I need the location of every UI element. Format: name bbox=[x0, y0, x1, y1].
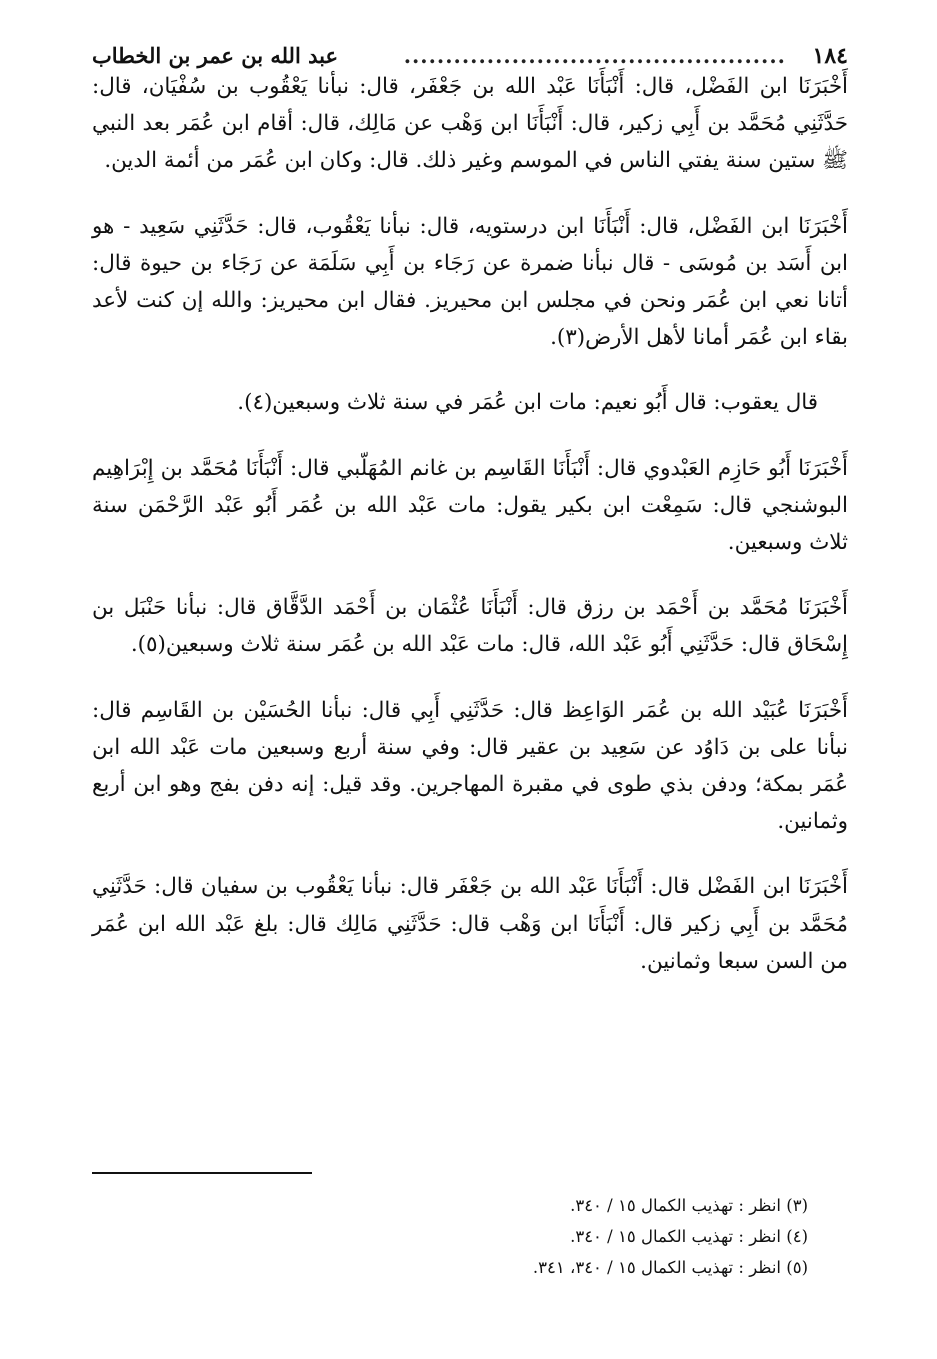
paragraph: أَخْبَرَنَا ابن الفَضْل قال: أَنْبَأَنَا عَبْد الله بن جَعْفَر قال: نبأنا يَعْقُوب بن سفيان قال: حَدَّثَنِي مُحَمَّد بن أَبِي زكير قال: أَنْبَأَنَا ابن وَهْب قال: حَدَّثَنِي مَالِك قال: بلغ عَبْد الله ابن عُمَر من السن سبعا وثمانين. bbox=[92, 874, 848, 974]
main-text bbox=[92, 68, 848, 1008]
paragraph: قال يعقوب: قال أَبُو نعيم: مات ابن عُمَر في سنة ثلاث وسبعين(٤). bbox=[237, 390, 818, 416]
book-page bbox=[92, 30, 848, 1330]
paragraph: أَخْبَرَنَا ابن الفَضْل، قال: أَنْبَأَنَا عَبْد الله بن جَعْفَر، قال: نبأنا يَعْقُوب بن سُفْيَان، قال: حَدَّثَنِي مُحَمَّد بن أَبِي زكير، قال: أَنْبَأَنَا ابن وَهْب عن مَالِك، قال: أقام ابن عُمَر بعد النبي ﷺ ستين سنة يفتي الناس في الموسم وغير ذلك. قال: وكان ابن عُمَر من أئمة الدين. bbox=[92, 74, 848, 174]
footnotes bbox=[92, 1190, 808, 1283]
page-number: ١٨٤ bbox=[812, 43, 848, 69]
running-title: عبد الله بن عمر بن الخطاب bbox=[92, 43, 338, 68]
footnote: (٣) انظر : تهذيب الكمال ١٥ / ٣٤٠. bbox=[570, 1196, 808, 1215]
footnote-separator bbox=[92, 1172, 312, 1174]
paragraph: أَخْبَرَنَا مُحَمَّد بن أَحْمَد بن رزق قال: أَنْبَأَنَا عُثْمَان بن أَحْمَد الدَّقَّاق قال: نبأنا حَنْبَل بن إِسْحَاق قال: حَدَّثَنِي أَبُو عَبْد الله، قال: مات عَبْد الله بن عُمَر سنة ثلاث وسبعين(٥). bbox=[92, 595, 848, 658]
dot-leader: .............................................. bbox=[404, 43, 786, 68]
footnote: (٤) انظر : تهذيب الكمال ١٥ / ٣٤٠. bbox=[570, 1227, 808, 1246]
footnote: (٥) انظر : تهذيب الكمال ١٥ / ٣٤٠، ٣٤١. bbox=[532, 1258, 808, 1277]
paragraph: أَخْبَرَنَا أَبُو حَازِم العَبْدوي قال: أَنْبَأَنَا القَاسِم بن غانم المُهَلّبي قال: أَنْبَأَنَا مُحَمَّد بن إِبْرَاهِيم البوشنجي قال: سَمِعْت ابن بكير يقول: مات عَبْد الله بن عُمَر أَبُو عَبْد الرَّحْمَن سنة ثلاث وسبعين. bbox=[92, 455, 848, 556]
paragraph: أَخْبَرَنَا عُبَيْد الله بن عُمَر الوَاعِظ قال: حَدَّثَنِي أَبِي قال: نبأنا الحُسَيْن بن القَاسِم قال: نبأنا على بن دَاوُد عن سَعِيد بن عقير قال: وفي سنة أربع وسبعين مات عَبْد الله ابن عُمَر بمكة؛ ودفن بذي طوى في مقبرة المهاجرين. وقد قيل: إنه دفن بفج وهو ابن أربع وثمانين. bbox=[92, 697, 848, 835]
paragraph: أَخْبَرَنَا ابن الفَضْل، قال: أَنْبَأَنَا ابن درستويه، قال: نبأنا يَعْقُوب، قال: حَدَّثَنِي سَعِيد - هو ابن أَسَد بن مُوسَى - قال نبأنا ضمرة عن رَجَاء بن أَبِي سَلَمَة عن رَجَاء بن حيوة قال: أتانا نعي ابن عُمَر ونحن في مجلس ابن محيريز. فقال ابن محيريز: والله إن كنت لأعد بقاء ابن عُمَر أمانا لأهل الأرض(٣). bbox=[92, 213, 848, 351]
